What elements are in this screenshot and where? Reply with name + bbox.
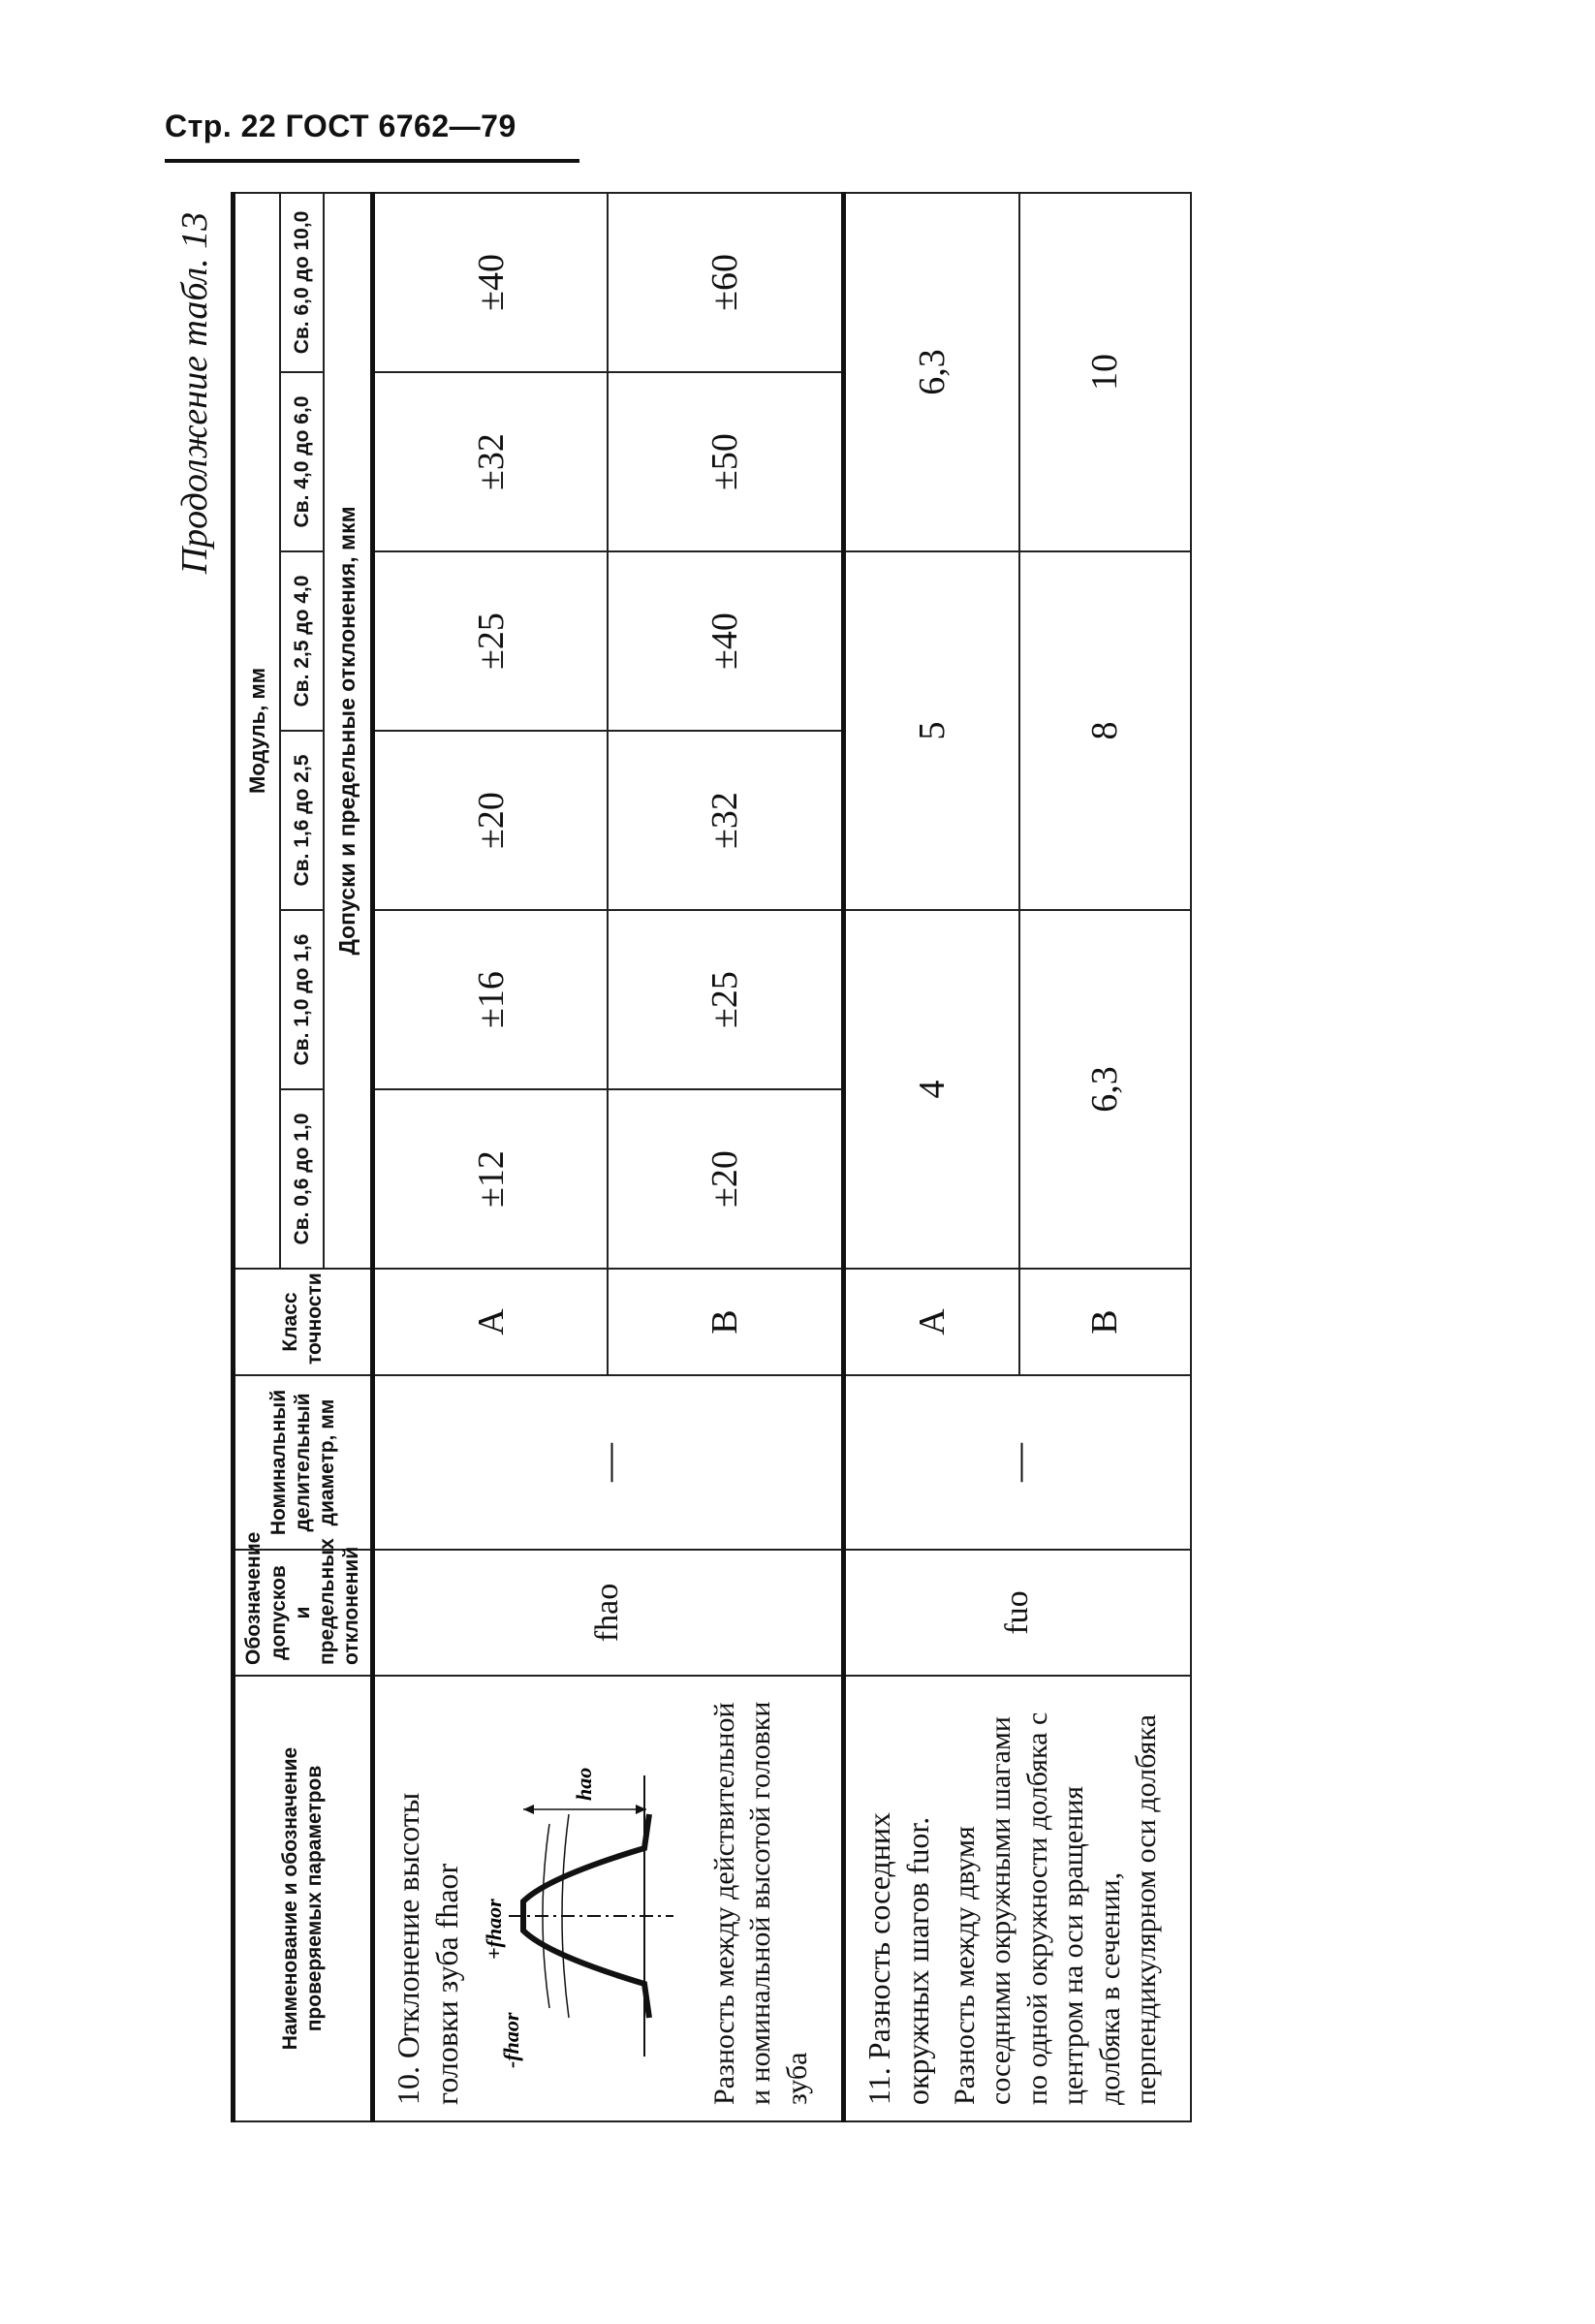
row11-text: Разность между двумя соседними окружными шагами по одной окружности долбяка с центром на оси вращения долбяка в сечении, перпендикулярном оси долбяка (948, 1712, 1163, 2105)
header-module-range: Св. 4,0 до 6,0 (280, 372, 324, 551)
row10-value-a: ±25 (372, 551, 608, 731)
row11-diameter: — (843, 1375, 1191, 1550)
row11-value-a: 4 (843, 910, 1019, 1269)
header-parameter: Наименование и обозначение проверяемых параметров (234, 1676, 373, 2121)
row10-description (372, 1676, 843, 2121)
row11-class-a: A (843, 1269, 1019, 1375)
row10-value-b: ±20 (608, 1089, 843, 1269)
row10-value-b: ±50 (608, 372, 843, 551)
header-module-range: Св. 6,0 до 10,0 (280, 193, 324, 372)
tooth-profile-diagram (480, 1756, 693, 2076)
row11-symbol: fuo (843, 1550, 1191, 1676)
diagram-label-middle: +fhaor (481, 1899, 506, 1960)
row10-class-a: A (372, 1269, 608, 1375)
header-symbol: Обозначение допусков и предельных отклонений (234, 1550, 373, 1676)
row10-value-a: ±32 (372, 372, 608, 551)
row10-value-a: ±12 (372, 1089, 608, 1269)
row10-value-b: ±32 (608, 731, 843, 910)
row10-value-a: ±40 (372, 193, 608, 372)
header-accuracy-class: Класс точности (234, 1269, 373, 1375)
row10-value-b: ±25 (608, 910, 843, 1089)
header-tolerance: Допуски и предельные отклонения, мкм (324, 193, 372, 1269)
row11-value-a: 5 (843, 551, 1019, 910)
row11-description (843, 1676, 1191, 2121)
header-module-range: Св. 0,6 до 1,0 (280, 1089, 324, 1269)
diagram-label-left: -fhaor (498, 2012, 523, 2068)
diagram-label-right: hao (571, 1767, 596, 1801)
page-header: Стр. 22 ГОСТ 6762—79 (165, 109, 516, 143)
row11-title: 11. Разность соседних окружных шагов fuor. (860, 1811, 935, 2105)
header-rule (165, 159, 579, 163)
header-diameter: Номинальный делительный диаметр, мм (234, 1375, 373, 1550)
row10-symbol: fhao (372, 1550, 843, 1676)
row11-value-b: 10 (1019, 193, 1191, 551)
row10-value-b: ±60 (608, 193, 843, 372)
row10-title: 10. Отклонение высоты головки зуба fhaor (390, 1792, 464, 2105)
header-module: Модуль, мм (234, 193, 281, 1269)
row10-class-b: B (608, 1269, 843, 1375)
header-module-range: Св. 1,0 до 1,6 (280, 910, 324, 1089)
row10-value-a: ±16 (372, 910, 608, 1089)
row11-value-a: 6,3 (843, 193, 1019, 551)
header-module-range: Св. 1,6 до 2,5 (280, 731, 324, 910)
header-module-range: Св. 2,5 до 4,0 (280, 551, 324, 731)
row10-value-b: ±40 (608, 551, 843, 731)
row11-class-b: B (1019, 1269, 1191, 1375)
row11-value-b: 6,3 (1019, 910, 1191, 1269)
row10-text: Разность между действительной и номинальной высотой головки зуба (707, 1701, 813, 2105)
row10-diameter: — (372, 1375, 843, 1550)
tolerance-table (165, 192, 1192, 2122)
row10-value-a: ±20 (372, 731, 608, 910)
row11-value-b: 8 (1019, 551, 1191, 910)
rotated-table-wrapper (165, 194, 1192, 2122)
diagram-arrow-up (523, 1805, 534, 1814)
table-caption: Продолжение табл. 13 (174, 211, 215, 575)
